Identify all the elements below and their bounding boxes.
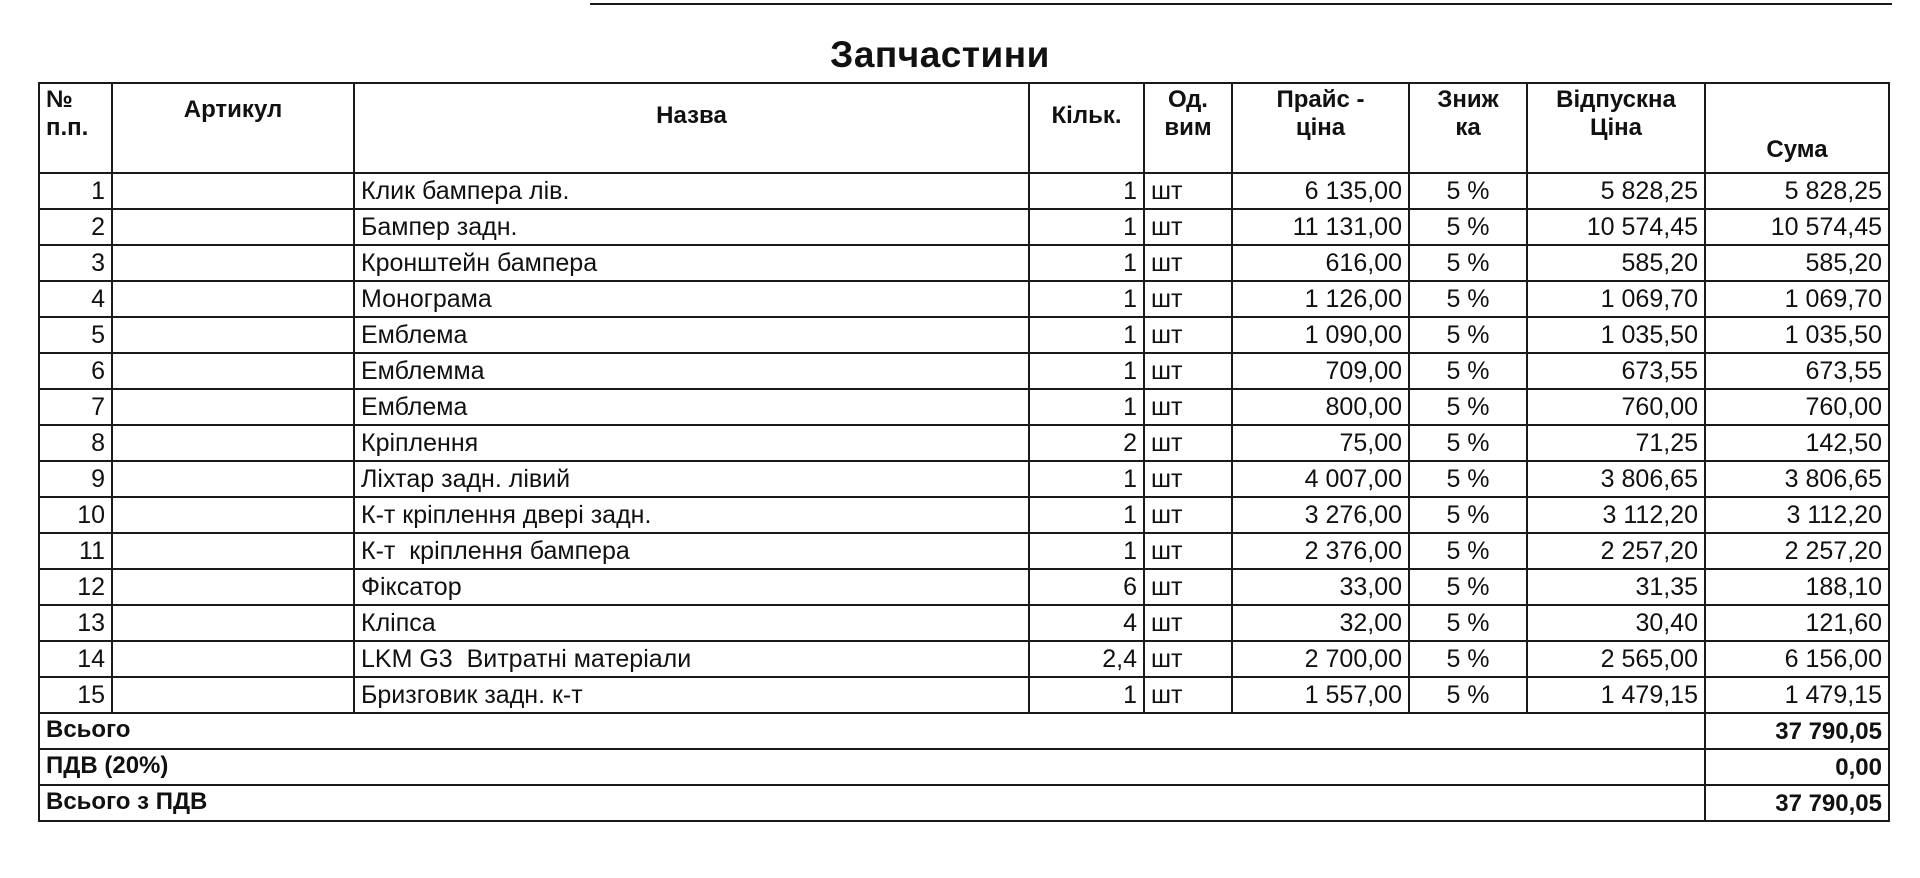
col-header-net-price	[1527, 83, 1705, 173]
cell-article	[112, 569, 354, 605]
cell-article	[112, 605, 354, 641]
col-header-price-line2: ціна	[1295, 114, 1346, 141]
cell-number: 12	[39, 569, 112, 605]
col-header-price	[1232, 83, 1409, 173]
cell-article	[112, 353, 354, 389]
cell-sum: 3 806,65	[1705, 461, 1889, 497]
cell-name: Ліхтар задн. лівий	[354, 461, 1029, 497]
cell-price: 2 700,00	[1232, 641, 1409, 677]
cell-name: Емблемма	[354, 353, 1029, 389]
cell-number: 10	[39, 497, 112, 533]
cell-qty: 1	[1029, 461, 1144, 497]
col-header-unit-line1: Од.	[1168, 86, 1208, 113]
grand-total-row	[39, 785, 1889, 821]
col-header-discount	[1409, 83, 1527, 173]
cell-article	[112, 173, 354, 209]
cell-qty: 1	[1029, 209, 1144, 245]
vat-row	[39, 749, 1889, 785]
cell-sum: 585,20	[1705, 245, 1889, 281]
cell-discount: 5 %	[1409, 245, 1527, 281]
cell-price: 1 090,00	[1232, 317, 1409, 353]
table-row	[39, 353, 1889, 389]
table-row	[39, 173, 1889, 209]
cell-name: Емблема	[354, 317, 1029, 353]
cell-article	[112, 389, 354, 425]
cell-net-price: 673,55	[1527, 353, 1705, 389]
cell-number: 4	[39, 281, 112, 317]
col-header-discount-line1: Зниж	[1437, 86, 1499, 113]
parts-table	[38, 82, 1890, 822]
cell-unit: шт	[1144, 245, 1232, 281]
vat-label: ПДВ (20%)	[39, 749, 1705, 785]
col-header-name-label: Назва	[656, 102, 727, 129]
cell-number: 11	[39, 533, 112, 569]
cell-article	[112, 641, 354, 677]
cell-unit: шт	[1144, 533, 1232, 569]
cell-net-price: 760,00	[1527, 389, 1705, 425]
cell-qty: 1	[1029, 317, 1144, 353]
cell-name: LKM G3 Витратні матеріали	[354, 641, 1029, 677]
col-header-number-line2: п.п.	[46, 114, 89, 141]
table-row	[39, 245, 1889, 281]
cell-number: 14	[39, 641, 112, 677]
cell-article	[112, 425, 354, 461]
cell-qty: 4	[1029, 605, 1144, 641]
grand-total-value: 37 790,05	[1705, 785, 1889, 821]
cell-name: Клик бампера лів.	[354, 173, 1029, 209]
cell-discount: 5 %	[1409, 353, 1527, 389]
cell-name: Фіксатор	[354, 569, 1029, 605]
col-header-number-line1: №	[46, 86, 73, 113]
cell-article	[112, 281, 354, 317]
cell-number: 6	[39, 353, 112, 389]
cell-number: 5	[39, 317, 112, 353]
cell-unit: шт	[1144, 569, 1232, 605]
cell-article	[112, 245, 354, 281]
col-header-qty-label: Кільк.	[1051, 102, 1122, 129]
cell-qty: 1	[1029, 245, 1144, 281]
cell-name: Кліпса	[354, 605, 1029, 641]
col-header-article-label: Артикул	[183, 96, 283, 123]
cell-article	[112, 677, 354, 713]
col-header-unit-line2: вим	[1164, 114, 1212, 141]
cell-net-price: 10 574,45	[1527, 209, 1705, 245]
cell-discount: 5 %	[1409, 533, 1527, 569]
table-row	[39, 569, 1889, 605]
cell-discount: 5 %	[1409, 605, 1527, 641]
cell-net-price: 3 112,20	[1527, 497, 1705, 533]
cell-price: 3 276,00	[1232, 497, 1409, 533]
cell-net-price: 2 257,20	[1527, 533, 1705, 569]
cell-article	[112, 533, 354, 569]
cell-unit: шт	[1144, 389, 1232, 425]
cell-price: 32,00	[1232, 605, 1409, 641]
cell-price: 4 007,00	[1232, 461, 1409, 497]
cell-article	[112, 209, 354, 245]
cell-sum: 142,50	[1705, 425, 1889, 461]
cell-price: 1 557,00	[1232, 677, 1409, 713]
cell-discount: 5 %	[1409, 677, 1527, 713]
cell-sum: 5 828,25	[1705, 173, 1889, 209]
cell-price: 800,00	[1232, 389, 1409, 425]
table-row	[39, 641, 1889, 677]
col-header-number	[39, 83, 112, 173]
table-row	[39, 533, 1889, 569]
cell-qty: 6	[1029, 569, 1144, 605]
table-row	[39, 605, 1889, 641]
cell-unit: шт	[1144, 497, 1232, 533]
cell-number: 8	[39, 425, 112, 461]
cell-net-price: 71,25	[1527, 425, 1705, 461]
cell-unit: шт	[1144, 677, 1232, 713]
col-header-name	[354, 83, 1029, 173]
cell-qty: 1	[1029, 353, 1144, 389]
cell-price: 33,00	[1232, 569, 1409, 605]
cell-unit: шт	[1144, 605, 1232, 641]
cell-qty: 2	[1029, 425, 1144, 461]
cell-sum: 6 156,00	[1705, 641, 1889, 677]
cell-price: 11 131,00	[1232, 209, 1409, 245]
cell-unit: шт	[1144, 461, 1232, 497]
cell-article	[112, 497, 354, 533]
cell-number: 9	[39, 461, 112, 497]
cell-qty: 1	[1029, 677, 1144, 713]
cell-net-price: 2 565,00	[1527, 641, 1705, 677]
cell-net-price: 5 828,25	[1527, 173, 1705, 209]
col-header-discount-line2: ка	[1455, 114, 1481, 141]
cell-price: 75,00	[1232, 425, 1409, 461]
col-header-qty	[1029, 83, 1144, 173]
table-row	[39, 389, 1889, 425]
table-row	[39, 209, 1889, 245]
cell-number: 1	[39, 173, 112, 209]
cell-number: 2	[39, 209, 112, 245]
page-title: Запчастини	[830, 34, 1050, 75]
cell-name: Бризговик задн. к-т	[354, 677, 1029, 713]
cell-discount: 5 %	[1409, 209, 1527, 245]
cell-discount: 5 %	[1409, 317, 1527, 353]
cell-sum: 1 479,15	[1705, 677, 1889, 713]
cell-discount: 5 %	[1409, 461, 1527, 497]
cell-unit: шт	[1144, 209, 1232, 245]
cell-price: 6 135,00	[1232, 173, 1409, 209]
table-row	[39, 497, 1889, 533]
cell-number: 13	[39, 605, 112, 641]
cell-price: 1 126,00	[1232, 281, 1409, 317]
cell-name: Монограма	[354, 281, 1029, 317]
total-row	[39, 713, 1889, 749]
cell-net-price: 585,20	[1527, 245, 1705, 281]
cell-number: 3	[39, 245, 112, 281]
cell-unit: шт	[1144, 353, 1232, 389]
table-row	[39, 317, 1889, 353]
cell-sum: 1 035,50	[1705, 317, 1889, 353]
cell-net-price: 30,40	[1527, 605, 1705, 641]
cell-net-price: 1 069,70	[1527, 281, 1705, 317]
cell-discount: 5 %	[1409, 425, 1527, 461]
table-row	[39, 461, 1889, 497]
cell-discount: 5 %	[1409, 569, 1527, 605]
cell-article	[112, 317, 354, 353]
cell-price: 709,00	[1232, 353, 1409, 389]
cell-article	[112, 461, 354, 497]
cell-net-price: 1 035,50	[1527, 317, 1705, 353]
cell-number: 15	[39, 677, 112, 713]
cell-name: Бампер задн.	[354, 209, 1029, 245]
cell-name: Емблема	[354, 389, 1029, 425]
cell-number: 7	[39, 389, 112, 425]
table-row	[39, 281, 1889, 317]
col-header-net-price-line2: Ціна	[1589, 114, 1643, 141]
cell-net-price: 3 806,65	[1527, 461, 1705, 497]
cell-unit: шт	[1144, 641, 1232, 677]
col-header-sum-label: Сума	[1766, 136, 1828, 163]
cell-price: 616,00	[1232, 245, 1409, 281]
cell-unit: шт	[1144, 317, 1232, 353]
cell-price: 2 376,00	[1232, 533, 1409, 569]
col-header-unit	[1144, 83, 1232, 173]
cell-name: Кронштейн бампера	[354, 245, 1029, 281]
cell-qty: 1	[1029, 173, 1144, 209]
cell-name: К-т кріплення бампера	[354, 533, 1029, 569]
cell-unit: шт	[1144, 281, 1232, 317]
col-header-sum	[1705, 83, 1889, 173]
cell-net-price: 31,35	[1527, 569, 1705, 605]
table-row	[39, 425, 1889, 461]
cell-qty: 1	[1029, 497, 1144, 533]
total-value: 37 790,05	[1705, 713, 1889, 749]
col-header-net-price-line1: Відпускна	[1556, 86, 1676, 113]
cell-qty: 2,4	[1029, 641, 1144, 677]
table-row	[39, 677, 1889, 713]
cell-sum: 673,55	[1705, 353, 1889, 389]
cell-sum: 1 069,70	[1705, 281, 1889, 317]
cell-discount: 5 %	[1409, 173, 1527, 209]
cell-discount: 5 %	[1409, 281, 1527, 317]
cell-sum: 121,60	[1705, 605, 1889, 641]
cell-discount: 5 %	[1409, 497, 1527, 533]
cell-sum: 10 574,45	[1705, 209, 1889, 245]
table-header-row	[39, 83, 1889, 173]
cell-qty: 1	[1029, 281, 1144, 317]
cell-unit: шт	[1144, 173, 1232, 209]
grand-total-label: Всього з ПДВ	[39, 785, 1705, 821]
vat-value: 0,00	[1705, 749, 1889, 785]
cell-name: К-т кріплення двері задн.	[354, 497, 1029, 533]
top-divider-line	[590, 3, 1892, 5]
cell-discount: 5 %	[1409, 389, 1527, 425]
cell-qty: 1	[1029, 533, 1144, 569]
cell-unit: шт	[1144, 425, 1232, 461]
cell-sum: 2 257,20	[1705, 533, 1889, 569]
cell-sum: 188,10	[1705, 569, 1889, 605]
cell-sum: 760,00	[1705, 389, 1889, 425]
total-label: Всього	[39, 713, 1705, 749]
cell-sum: 3 112,20	[1705, 497, 1889, 533]
cell-net-price: 1 479,15	[1527, 677, 1705, 713]
cell-qty: 1	[1029, 389, 1144, 425]
cell-discount: 5 %	[1409, 641, 1527, 677]
cell-name: Кріплення	[354, 425, 1029, 461]
col-header-article	[112, 83, 354, 173]
col-header-price-line1: Прайс -	[1276, 86, 1365, 113]
